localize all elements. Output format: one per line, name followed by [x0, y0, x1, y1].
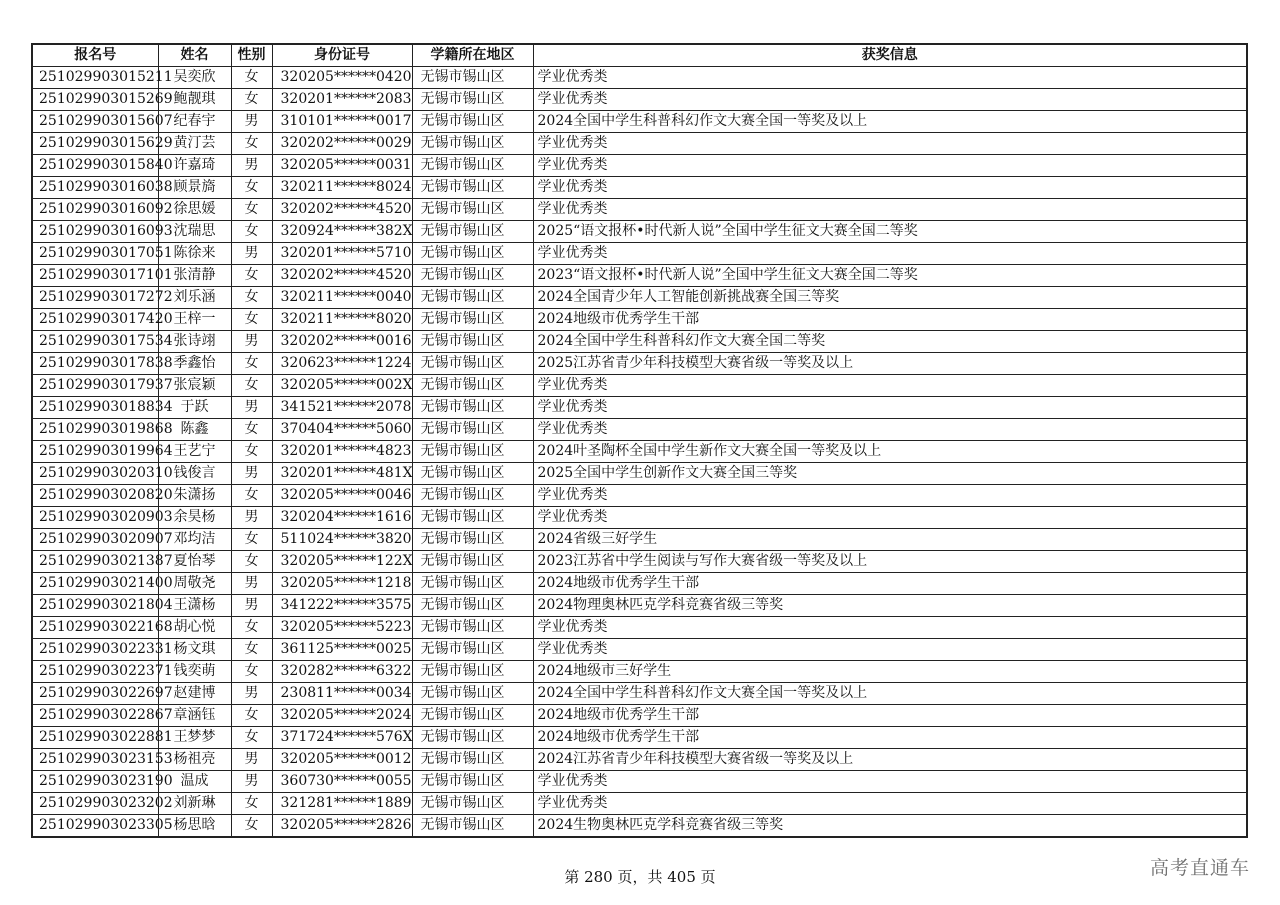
cell-school-area: 无锡市锡山区 — [412, 265, 533, 287]
cell-award-info: 学业优秀类 — [533, 155, 1247, 177]
cell-award-info: 学业优秀类 — [533, 507, 1247, 529]
cell-sex: 女 — [231, 309, 272, 331]
cell-school-area: 无锡市锡山区 — [412, 573, 533, 595]
table-row — [32, 331, 1247, 353]
cell-registration-no: 251029903017101 — [32, 265, 158, 287]
cell-name: 王梦梦 — [158, 727, 231, 749]
cell-registration-no: 251029903021804 — [32, 595, 158, 617]
cell-name: 钱俊言 — [158, 463, 231, 485]
cell-registration-no: 251029903020903 — [32, 507, 158, 529]
cell-sex: 女 — [231, 639, 272, 661]
cell-award-info: 2024地级市优秀学生干部 — [533, 309, 1247, 331]
table-row — [32, 419, 1247, 441]
cell-id-number: 320202******0016 — [272, 331, 412, 353]
cell-name: 张宸颖 — [158, 375, 231, 397]
cell-id-number: 320924******382X — [272, 221, 412, 243]
cell-registration-no: 251029903016093 — [32, 221, 158, 243]
cell-school-area: 无锡市锡山区 — [412, 771, 533, 793]
cell-sex: 男 — [231, 507, 272, 529]
cell-school-area: 无锡市锡山区 — [412, 551, 533, 573]
cell-id-number: 320205******122X — [272, 551, 412, 573]
header-id-number: 身份证号 — [272, 44, 412, 67]
table-row — [32, 353, 1247, 375]
cell-name: 温成 — [158, 771, 231, 793]
cell-id-number: 320202******0029 — [272, 133, 412, 155]
cell-registration-no: 251029903015629 — [32, 133, 158, 155]
cell-sex: 女 — [231, 375, 272, 397]
cell-school-area: 无锡市锡山区 — [412, 485, 533, 507]
cell-name: 吴奕欣 — [158, 67, 231, 89]
cell-name: 纪春宇 — [158, 111, 231, 133]
cell-sex: 女 — [231, 353, 272, 375]
cell-registration-no: 251029903016092 — [32, 199, 158, 221]
table-row — [32, 529, 1247, 551]
cell-sex: 男 — [231, 243, 272, 265]
cell-id-number: 320205******0012 — [272, 749, 412, 771]
cell-sex: 女 — [231, 529, 272, 551]
cell-school-area: 无锡市锡山区 — [412, 727, 533, 749]
cell-sex: 男 — [231, 397, 272, 419]
cell-award-info: 2025全国中学生创新作文大赛全国三等奖 — [533, 463, 1247, 485]
cell-name: 于跃 — [158, 397, 231, 419]
cell-award-info: 2025“语文报杯•时代新人说”全国中学生征文大赛全国二等奖 — [533, 221, 1247, 243]
cell-registration-no: 251029903015840 — [32, 155, 158, 177]
table-row — [32, 375, 1247, 397]
cell-id-number: 320205******5223 — [272, 617, 412, 639]
cell-sex: 男 — [231, 595, 272, 617]
cell-sex: 女 — [231, 705, 272, 727]
table-row — [32, 551, 1247, 573]
cell-id-number: 320211******8024 — [272, 177, 412, 199]
table-body — [32, 67, 1247, 838]
cell-school-area: 无锡市锡山区 — [412, 287, 533, 309]
cell-school-area: 无锡市锡山区 — [412, 89, 533, 111]
cell-name: 顾景旖 — [158, 177, 231, 199]
cell-id-number: 320204******1616 — [272, 507, 412, 529]
cell-name: 张诗翊 — [158, 331, 231, 353]
cell-id-number: 320205******2024 — [272, 705, 412, 727]
cell-award-info: 2024地级市优秀学生干部 — [533, 573, 1247, 595]
table-row — [32, 397, 1247, 419]
cell-school-area: 无锡市锡山区 — [412, 331, 533, 353]
cell-name: 钱奕萌 — [158, 661, 231, 683]
cell-school-area: 无锡市锡山区 — [412, 683, 533, 705]
cell-registration-no: 251029903018834 — [32, 397, 158, 419]
cell-id-number: 320211******0040 — [272, 287, 412, 309]
cell-school-area: 无锡市锡山区 — [412, 529, 533, 551]
cell-sex: 女 — [231, 661, 272, 683]
table-row — [32, 683, 1247, 705]
cell-id-number: 320205******0046 — [272, 485, 412, 507]
cell-award-info: 2024全国中学生科普科幻作文大赛全国二等奖 — [533, 331, 1247, 353]
cell-name: 陈徐来 — [158, 243, 231, 265]
cell-name: 杨思晗 — [158, 815, 231, 838]
cell-school-area: 无锡市锡山区 — [412, 133, 533, 155]
cell-sex: 女 — [231, 815, 272, 838]
table-row — [32, 111, 1247, 133]
cell-registration-no: 251029903016038 — [32, 177, 158, 199]
cell-sex: 女 — [231, 67, 272, 89]
cell-name: 刘新琳 — [158, 793, 231, 815]
cell-award-info: 2023江苏省中学生阅读与写作大赛省级一等奖及以上 — [533, 551, 1247, 573]
cell-school-area: 无锡市锡山区 — [412, 177, 533, 199]
table-header — [32, 44, 1247, 67]
cell-sex: 女 — [231, 89, 272, 111]
cell-award-info: 2024叶圣陶杯全国中学生新作文大赛全国一等奖及以上 — [533, 441, 1247, 463]
cell-registration-no: 251029903017420 — [32, 309, 158, 331]
cell-sex: 女 — [231, 177, 272, 199]
table-row — [32, 617, 1247, 639]
table-row — [32, 639, 1247, 661]
cell-name: 赵建博 — [158, 683, 231, 705]
header-award-info: 获奖信息 — [533, 44, 1247, 67]
cell-award-info: 2024物理奥林匹克学科竞赛省级三等奖 — [533, 595, 1247, 617]
cell-award-info: 2024生物奥林匹克学科竞赛省级三等奖 — [533, 815, 1247, 838]
table-row — [32, 793, 1247, 815]
cell-registration-no: 251029903022867 — [32, 705, 158, 727]
table-row — [32, 441, 1247, 463]
table-row — [32, 221, 1247, 243]
cell-sex: 女 — [231, 199, 272, 221]
cell-school-area: 无锡市锡山区 — [412, 639, 533, 661]
cell-registration-no: 251029903019868 — [32, 419, 158, 441]
awards-table — [31, 43, 1248, 838]
cell-id-number: 320211******8020 — [272, 309, 412, 331]
cell-school-area: 无锡市锡山区 — [412, 595, 533, 617]
cell-school-area: 无锡市锡山区 — [412, 375, 533, 397]
cell-registration-no: 251029903023305 — [32, 815, 158, 838]
cell-id-number: 321281******1889 — [272, 793, 412, 815]
cell-school-area: 无锡市锡山区 — [412, 111, 533, 133]
cell-sex: 男 — [231, 111, 272, 133]
cell-registration-no: 251029903022881 — [32, 727, 158, 749]
cell-school-area: 无锡市锡山区 — [412, 309, 533, 331]
cell-id-number: 320201******2083 — [272, 89, 412, 111]
cell-id-number: 370404******5060 — [272, 419, 412, 441]
cell-sex: 女 — [231, 221, 272, 243]
table-row — [32, 727, 1247, 749]
cell-award-info: 2024地级市优秀学生干部 — [533, 727, 1247, 749]
cell-school-area: 无锡市锡山区 — [412, 155, 533, 177]
cell-name: 邓均洁 — [158, 529, 231, 551]
cell-registration-no: 251029903023190 — [32, 771, 158, 793]
cell-sex: 女 — [231, 727, 272, 749]
cell-registration-no: 251029903021387 — [32, 551, 158, 573]
cell-sex: 男 — [231, 749, 272, 771]
table-row — [32, 243, 1247, 265]
table-row — [32, 155, 1247, 177]
cell-id-number: 320282******6322 — [272, 661, 412, 683]
cell-registration-no: 251029903023202 — [32, 793, 158, 815]
header-sex: 性别 — [231, 44, 272, 67]
cell-school-area: 无锡市锡山区 — [412, 617, 533, 639]
cell-award-info: 学业优秀类 — [533, 771, 1247, 793]
cell-sex: 女 — [231, 419, 272, 441]
table-row — [32, 573, 1247, 595]
cell-award-info: 学业优秀类 — [533, 419, 1247, 441]
cell-award-info: 2024全国青少年人工智能创新挑战赛全国三等奖 — [533, 287, 1247, 309]
table-row — [32, 485, 1247, 507]
table-row — [32, 661, 1247, 683]
cell-registration-no: 251029903022331 — [32, 639, 158, 661]
cell-name: 王梓一 — [158, 309, 231, 331]
cell-name: 夏怡琴 — [158, 551, 231, 573]
cell-award-info: 学业优秀类 — [533, 793, 1247, 815]
cell-id-number: 320205******2826 — [272, 815, 412, 838]
cell-registration-no: 251029903020820 — [32, 485, 158, 507]
cell-id-number: 511024******3820 — [272, 529, 412, 551]
cell-id-number: 360730******0055 — [272, 771, 412, 793]
cell-award-info: 2024省级三好学生 — [533, 529, 1247, 551]
cell-sex: 男 — [231, 771, 272, 793]
cell-school-area: 无锡市锡山区 — [412, 397, 533, 419]
cell-id-number: 341222******3575 — [272, 595, 412, 617]
cell-school-area: 无锡市锡山区 — [412, 507, 533, 529]
cell-name: 许嘉琦 — [158, 155, 231, 177]
cell-name: 徐思媛 — [158, 199, 231, 221]
table-row — [32, 595, 1247, 617]
cell-sex: 女 — [231, 265, 272, 287]
cell-school-area: 无锡市锡山区 — [412, 419, 533, 441]
cell-registration-no: 251029903015211 — [32, 67, 158, 89]
cell-school-area: 无锡市锡山区 — [412, 199, 533, 221]
cell-id-number: 320201******5710 — [272, 243, 412, 265]
cell-name: 王潇杨 — [158, 595, 231, 617]
cell-id-number: 320205******1218 — [272, 573, 412, 595]
cell-sex: 男 — [231, 155, 272, 177]
cell-award-info: 学业优秀类 — [533, 67, 1247, 89]
table-row — [32, 177, 1247, 199]
cell-school-area: 无锡市锡山区 — [412, 353, 533, 375]
table-row — [32, 771, 1247, 793]
cell-registration-no: 251029903017534 — [32, 331, 158, 353]
table-row — [32, 199, 1247, 221]
cell-sex: 女 — [231, 287, 272, 309]
cell-award-info: 学业优秀类 — [533, 133, 1247, 155]
cell-registration-no: 251029903017051 — [32, 243, 158, 265]
cell-registration-no: 251029903017272 — [32, 287, 158, 309]
cell-name: 杨文琪 — [158, 639, 231, 661]
cell-registration-no: 251029903021400 — [32, 573, 158, 595]
table-row — [32, 309, 1247, 331]
table-row — [32, 133, 1247, 155]
cell-award-info: 学业优秀类 — [533, 485, 1247, 507]
cell-award-info: 2024全国中学生科普科幻作文大赛全国一等奖及以上 — [533, 683, 1247, 705]
table-row — [32, 67, 1247, 89]
cell-id-number: 341521******2078 — [272, 397, 412, 419]
cell-award-info: 2025江苏省青少年科技模型大赛省级一等奖及以上 — [533, 353, 1247, 375]
cell-sex: 女 — [231, 485, 272, 507]
cell-name: 张清静 — [158, 265, 231, 287]
cell-award-info: 学业优秀类 — [533, 639, 1247, 661]
cell-school-area: 无锡市锡山区 — [412, 463, 533, 485]
cell-name: 黄汀芸 — [158, 133, 231, 155]
table-row — [32, 705, 1247, 727]
cell-registration-no: 251029903022168 — [32, 617, 158, 639]
cell-sex: 女 — [231, 617, 272, 639]
cell-registration-no: 251029903015607 — [32, 111, 158, 133]
cell-id-number: 320205******002X — [272, 375, 412, 397]
table-row — [32, 749, 1247, 771]
table-row — [32, 507, 1247, 529]
cell-school-area: 无锡市锡山区 — [412, 793, 533, 815]
cell-id-number: 320623******1224 — [272, 353, 412, 375]
cell-sex: 男 — [231, 573, 272, 595]
cell-award-info: 学业优秀类 — [533, 177, 1247, 199]
cell-id-number: 320202******4520 — [272, 265, 412, 287]
cell-registration-no: 251029903020907 — [32, 529, 158, 551]
cell-award-info: 学业优秀类 — [533, 199, 1247, 221]
cell-name: 沈瑞思 — [158, 221, 231, 243]
cell-name: 刘乐涵 — [158, 287, 231, 309]
cell-registration-no: 251029903019964 — [32, 441, 158, 463]
cell-name: 陈鑫 — [158, 419, 231, 441]
cell-name: 杨祖亮 — [158, 749, 231, 771]
table-row — [32, 463, 1247, 485]
cell-registration-no: 251029903022371 — [32, 661, 158, 683]
cell-school-area: 无锡市锡山区 — [412, 749, 533, 771]
cell-award-info: 2024全国中学生科普科幻作文大赛全国一等奖及以上 — [533, 111, 1247, 133]
cell-award-info: 学业优秀类 — [533, 89, 1247, 111]
cell-award-info: 学业优秀类 — [533, 243, 1247, 265]
table-row — [32, 89, 1247, 111]
cell-sex: 男 — [231, 331, 272, 353]
cell-id-number: 320202******4520 — [272, 199, 412, 221]
cell-name: 鲍靓琪 — [158, 89, 231, 111]
cell-sex: 女 — [231, 441, 272, 463]
cell-name: 胡心悦 — [158, 617, 231, 639]
cell-award-info: 学业优秀类 — [533, 375, 1247, 397]
table-row — [32, 287, 1247, 309]
cell-registration-no: 251029903015269 — [32, 89, 158, 111]
header-school-area: 学籍所在地区 — [412, 44, 533, 67]
cell-registration-no: 251029903020310 — [32, 463, 158, 485]
cell-id-number: 320201******4823 — [272, 441, 412, 463]
cell-sex: 女 — [231, 133, 272, 155]
cell-school-area: 无锡市锡山区 — [412, 221, 533, 243]
cell-name: 王艺宁 — [158, 441, 231, 463]
cell-name: 余昊杨 — [158, 507, 231, 529]
header-name: 姓名 — [158, 44, 231, 67]
cell-award-info: 学业优秀类 — [533, 617, 1247, 639]
cell-school-area: 无锡市锡山区 — [412, 705, 533, 727]
cell-sex: 女 — [231, 551, 272, 573]
cell-registration-no: 251029903017838 — [32, 353, 158, 375]
cell-name: 朱潇扬 — [158, 485, 231, 507]
cell-sex: 女 — [231, 793, 272, 815]
cell-school-area: 无锡市锡山区 — [412, 441, 533, 463]
cell-award-info: 2024地级市三好学生 — [533, 661, 1247, 683]
cell-registration-no: 251029903023153 — [32, 749, 158, 771]
cell-name: 季鑫怡 — [158, 353, 231, 375]
cell-name: 章涵钰 — [158, 705, 231, 727]
cell-id-number: 320205******0420 — [272, 67, 412, 89]
cell-school-area: 无锡市锡山区 — [412, 243, 533, 265]
header-registration-no: 报名号 — [32, 44, 158, 67]
cell-school-area: 无锡市锡山区 — [412, 815, 533, 838]
table-row — [32, 265, 1247, 287]
cell-id-number: 361125******0025 — [272, 639, 412, 661]
cell-award-info: 2023“语文报杯•时代新人说”全国中学生征文大赛全国二等奖 — [533, 265, 1247, 287]
cell-id-number: 230811******0034 — [272, 683, 412, 705]
cell-sex: 男 — [231, 463, 272, 485]
cell-award-info: 2024地级市优秀学生干部 — [533, 705, 1247, 727]
table-row — [32, 815, 1247, 838]
header-row — [32, 44, 1247, 67]
cell-school-area: 无锡市锡山区 — [412, 661, 533, 683]
watermark-text: 高考直通车 — [1149, 857, 1250, 879]
cell-id-number: 320205******0031 — [272, 155, 412, 177]
cell-id-number: 310101******0017 — [272, 111, 412, 133]
page-number: 第 280 页，共 405 页 — [564, 868, 716, 886]
cell-sex: 男 — [231, 683, 272, 705]
cell-id-number: 320201******481X — [272, 463, 412, 485]
cell-id-number: 371724******576X — [272, 727, 412, 749]
cell-registration-no: 251029903017937 — [32, 375, 158, 397]
cell-name: 周敬尧 — [158, 573, 231, 595]
cell-award-info: 2024江苏省青少年科技模型大赛省级一等奖及以上 — [533, 749, 1247, 771]
cell-award-info: 学业优秀类 — [533, 397, 1247, 419]
cell-registration-no: 251029903022697 — [32, 683, 158, 705]
cell-school-area: 无锡市锡山区 — [412, 67, 533, 89]
